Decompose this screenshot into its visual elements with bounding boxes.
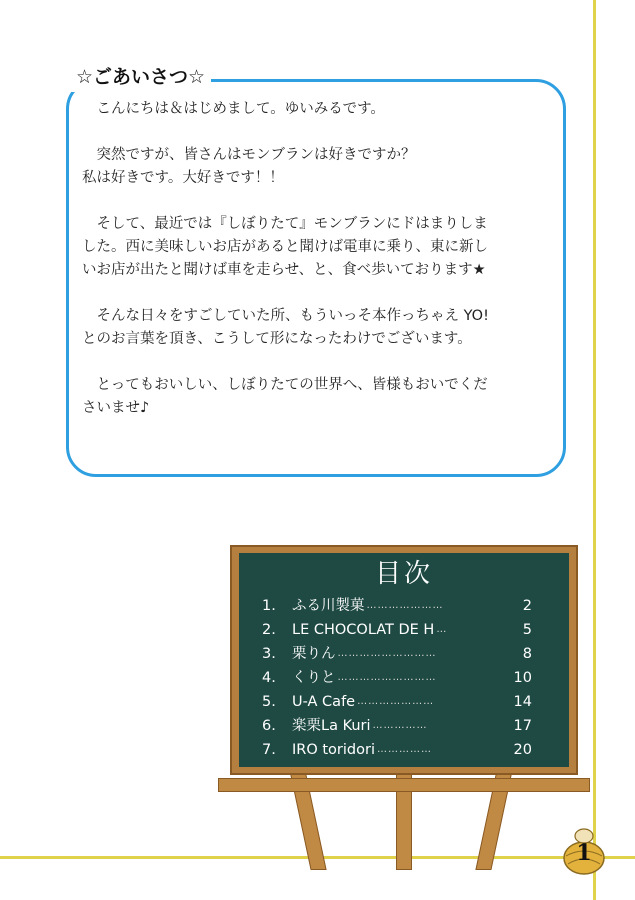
toc-item-page: 10 xyxy=(513,670,532,686)
greeting-paragraph xyxy=(82,144,557,190)
toc-item-page: 2 xyxy=(522,598,532,614)
toc-item xyxy=(262,642,532,666)
greeting-line: そして、最近では『しぼりたて』モンブランにドはまりしま xyxy=(96,216,488,232)
toc-item-title: ふる川製菓 xyxy=(292,598,365,614)
toc-item-title: U-A Cafe xyxy=(292,694,356,710)
toc-item-title: IRO toridori xyxy=(292,742,375,758)
greeting-line: いお店が出たと聞けば車を走らせ、と、食べ歩いております★ xyxy=(82,262,486,278)
toc-item-leader: ……………………… xyxy=(337,672,437,683)
table-of-contents xyxy=(262,594,532,762)
greeting-paragraph xyxy=(82,213,557,282)
greeting-line: とってもおいしい、しぼりたての世界へ、皆様もおいでくだ xyxy=(96,377,488,393)
toc-item-page: 20 xyxy=(513,742,532,758)
toc-item-page: 8 xyxy=(522,646,532,662)
greeting-line: した。西に美味しいお店があると聞けば電車に乗り、東に新し xyxy=(82,239,488,255)
greeting-line: とのお言葉を頂き、こうして形になったわけでございます。 xyxy=(82,331,472,347)
toc-item-leader: ………………… xyxy=(366,600,444,611)
toc-item-number: 5. xyxy=(262,694,276,710)
greeting-line: さいませ♪ xyxy=(82,400,150,416)
toc-item-title: LE CHOCOLAT DE H xyxy=(292,622,435,638)
greeting-paragraph xyxy=(82,374,557,420)
toc-item-number: 2. xyxy=(262,622,276,638)
toc-item-title: 栗りん xyxy=(292,646,336,662)
greeting-line: 私は好きです。大好きです！！ xyxy=(82,170,284,186)
toc-item-title: 楽栗La Kuri xyxy=(292,718,371,734)
toc-item xyxy=(262,594,532,618)
toc-item-number: 1. xyxy=(262,598,276,614)
page-number-badge xyxy=(562,826,606,876)
greeting-line: 突然ですが、皆さんはモンブランは好きですか？ xyxy=(96,147,416,163)
toc-item xyxy=(262,690,532,714)
toc-item-number: 3. xyxy=(262,646,276,662)
toc-item xyxy=(262,714,532,738)
toc-item xyxy=(262,666,532,690)
greeting-paragraph xyxy=(82,305,557,351)
toc-item xyxy=(262,738,532,762)
greeting-line: そんな日々をすごしていた所、もういっそ本作っちゃえ YO! xyxy=(96,308,489,324)
toc-item-leader: ………………… xyxy=(357,696,435,707)
toc-item-page: 17 xyxy=(513,718,532,734)
easel-tray xyxy=(218,778,590,792)
greeting-line: こんにちは＆はじめまして。ゆいみるです。 xyxy=(96,101,385,117)
toc-item-page: 14 xyxy=(513,694,532,710)
greeting-title: ☆ごあいさつ☆ xyxy=(70,62,211,92)
greeting-paragraph xyxy=(82,98,557,121)
greeting-text xyxy=(82,98,557,443)
toc-item xyxy=(262,618,532,642)
toc-item-page: 5 xyxy=(522,622,532,638)
toc-item-number: 4. xyxy=(262,670,276,686)
page-guide-vertical xyxy=(593,0,596,900)
toc-item-leader: …………… xyxy=(372,720,428,731)
toc-item-leader: …………… xyxy=(377,744,432,755)
toc-item-title: くりと xyxy=(292,670,336,686)
toc-title: 目次 xyxy=(374,559,433,589)
toc-item-number: 7. xyxy=(262,742,276,758)
page-number: 1 xyxy=(576,840,592,866)
toc-item-leader: ……………………… xyxy=(337,648,437,659)
toc-item-number: 6. xyxy=(262,718,276,734)
toc-item-leader: … xyxy=(436,624,448,635)
